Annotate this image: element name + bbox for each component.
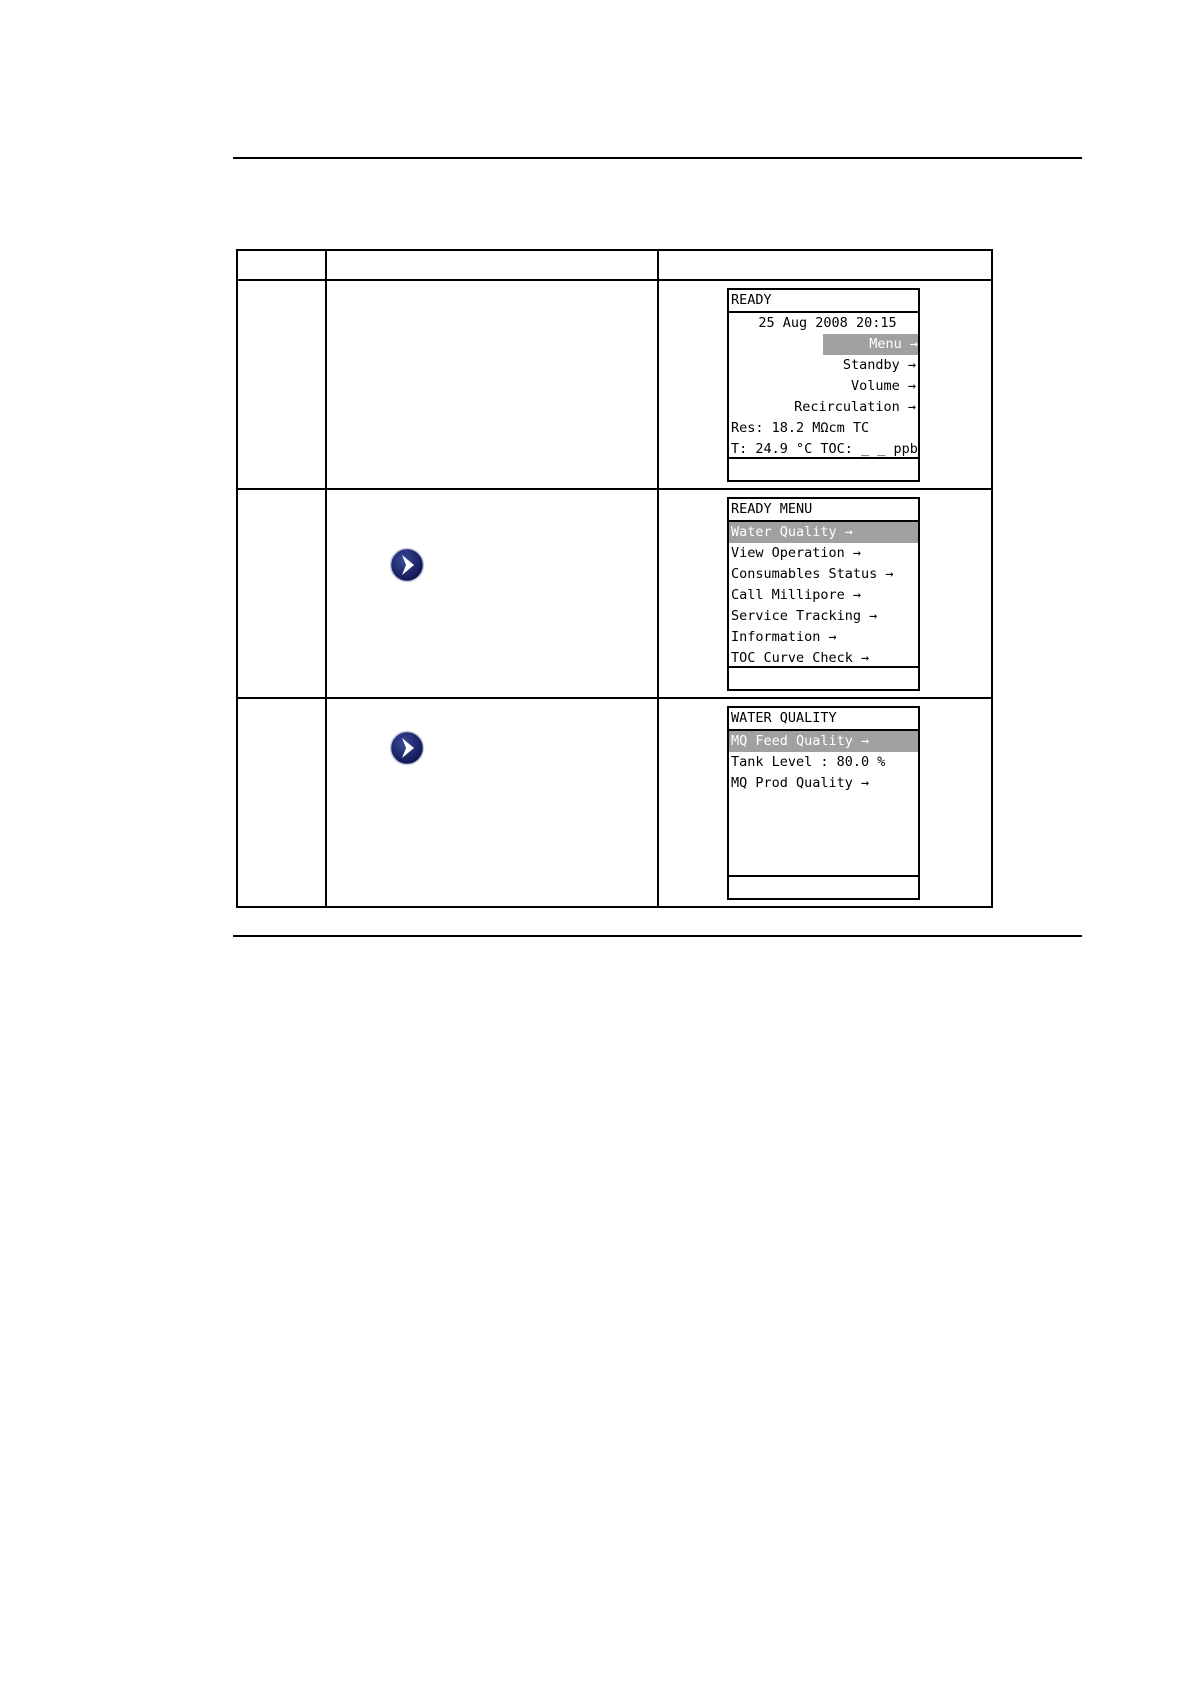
- lcd-status-bar: [729, 666, 918, 689]
- lcd-water-quality-screen: [727, 706, 920, 900]
- table-row: [237, 698, 992, 907]
- lcd-menu-item[interactable]: MQ Prod Quality →: [731, 775, 870, 791]
- header-cell-action: [326, 250, 658, 280]
- lcd-title: WATER QUALITY: [729, 708, 918, 731]
- lcd-status-bar: [729, 457, 918, 480]
- lcd-menu-item[interactable]: Call Millipore →: [731, 587, 862, 603]
- procedure-table: [236, 249, 993, 908]
- lcd-volume-item[interactable]: Volume →: [850, 378, 916, 394]
- step-cell: [237, 698, 326, 907]
- step-cell: [237, 489, 326, 698]
- lcd-menu-item[interactable]: Service Tracking →: [731, 608, 878, 624]
- lcd-menu-line: [729, 334, 918, 355]
- lcd-menu-item[interactable]: TOC Curve Check →: [731, 650, 870, 666]
- display-cell: [658, 280, 992, 489]
- lcd-menu-item[interactable]: View Operation →: [731, 545, 862, 561]
- action-cell: [326, 489, 658, 698]
- lcd-recirculation-item[interactable]: Recirculation →: [794, 399, 916, 415]
- lcd-menu-item[interactable]: Menu →: [823, 334, 918, 355]
- bottom-rule: [233, 935, 1082, 937]
- lcd-ready-menu-screen: [727, 497, 920, 691]
- lcd-resistivity: Res: 18.2 MΩcm TC: [731, 420, 870, 436]
- header-cell-display: [658, 250, 992, 280]
- right-arrow-button-icon[interactable]: [389, 547, 425, 583]
- lcd-menu-item[interactable]: Information →: [731, 629, 837, 645]
- lcd-menu-item[interactable]: Water Quality →: [729, 522, 918, 543]
- lcd-tank-level: Tank Level : 80.0 %: [731, 754, 886, 770]
- lcd-datetime: 25 Aug 2008 20:15: [758, 315, 897, 331]
- lcd-title: READY MENU: [729, 499, 918, 522]
- lcd-ready-screen: [727, 288, 920, 482]
- lcd-menu-item[interactable]: MQ Feed Quality →: [729, 731, 918, 752]
- lcd-temp-toc: T: 24.9 °C TOC: _ _ ppb: [731, 441, 918, 457]
- display-cell: [658, 698, 992, 907]
- lcd-title: READY: [729, 290, 918, 313]
- table-row: [237, 280, 992, 489]
- header-cell-step: [237, 250, 326, 280]
- table-header-row: [237, 250, 992, 280]
- action-cell: [326, 698, 658, 907]
- lcd-menu-item[interactable]: Consumables Status →: [731, 566, 894, 582]
- top-rule: [233, 157, 1082, 159]
- table-row: [237, 489, 992, 698]
- step-cell: [237, 280, 326, 489]
- action-cell: [326, 280, 658, 489]
- right-arrow-button-icon[interactable]: [389, 730, 425, 766]
- lcd-standby-item[interactable]: Standby →: [842, 357, 916, 373]
- lcd-status-bar: [729, 875, 918, 898]
- display-cell: [658, 489, 992, 698]
